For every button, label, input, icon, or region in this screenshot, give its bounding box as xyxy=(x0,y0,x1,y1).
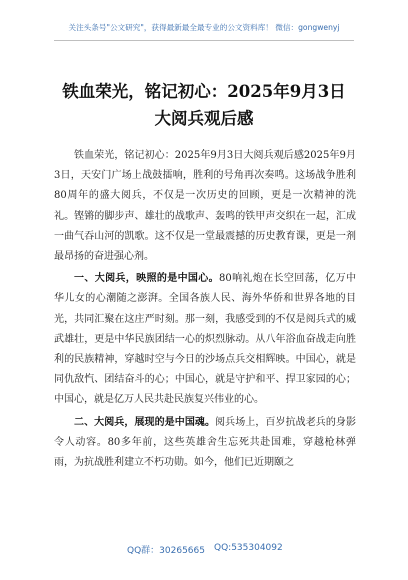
section-heading: 一、大阅兵，映照的是中国心。 xyxy=(74,273,219,285)
section-heading: 二、大阅兵，展现的是中国魂。 xyxy=(74,416,216,428)
paragraph-text: 铁血荣光，铭记初心：2025年9月3日大阅兵观后感2025年9月3日，天安门广场上战鼓擂响，胜利的号角再次奏鸣。这场战争胜利80周年的盛大阅兵，不仅是一次历史的回顾，更是一次精神的洗礼。铿锵的脚步声、雄壮的战歌声、轰鸣的铁甲声交织在一起，汇成一曲气吞山河的凯歌。这不仅是一堂最震撼的历史教育课，更是一剂最昂扬的奋进强心剂。 xyxy=(54,150,356,263)
paragraph-text: 80响礼炮在长空回荡，亿万中华儿女的心潮随之澎湃。全国各族人民、海外华侨和世界各地的目光，共同汇聚在这庄严时刻。那一刻，我感受到的不仅是阅兵式的威武雄壮，更是中华民族团结一心的炽烈脉动。从八年浴血奋战走向胜利的民族精神，穿越时空与今日的沙场点兵交相辉映。中国心，就是同仇敌忾、团结奋斗的心；中国心，就是守护和平、捍卫家园的心；中国心，就是亿万人民共赴民族复兴伟业的心。 xyxy=(54,273,357,406)
paragraph-text: 阅兵场上，百岁抗战老兵的身影令人动容。80多年前，这些英雄舍生忘死共赴国难，穿越枪林弹雨，为抗战胜利建立不朽功勋。如今，他们已近期颐之 xyxy=(54,416,357,469)
paragraph-section-2 xyxy=(54,413,356,474)
paragraph-intro xyxy=(54,146,356,267)
header-divider xyxy=(54,40,354,41)
page-header-note: 关注头条号"公文研究"，获得最新最全最专业的公文资料库！ 微信：gongwenyj xyxy=(68,23,340,32)
document-body xyxy=(54,146,356,473)
paragraph-section-1 xyxy=(54,269,356,410)
footer-qq-contact: QQ:535304092 xyxy=(214,543,283,553)
footer-qq-group: QQ群：30265665 xyxy=(127,546,205,556)
document-title: 铁血荣光，铭记初心：2025年9月3日大阅兵观后感 xyxy=(62,82,346,128)
